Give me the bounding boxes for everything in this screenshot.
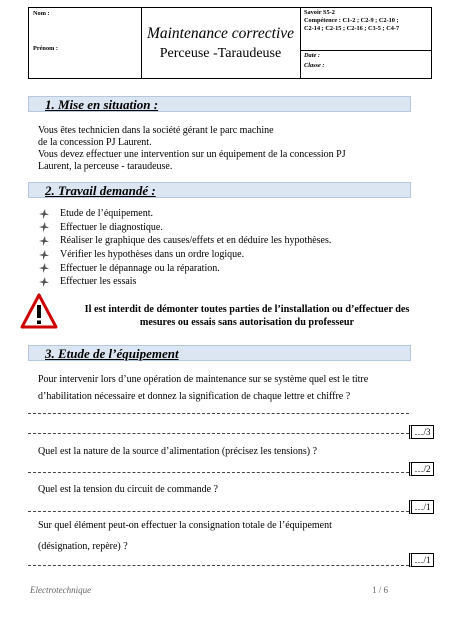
student-info-cell — [29, 8, 142, 78]
competence-line-2: C2-14 ; C2-15 ; C2-16 ; C3-5 ; C4-7 — [304, 25, 400, 32]
section-2-bar — [28, 182, 411, 198]
question-1-line-2: d’habilitation nécessaire et donnez la signification de chaque lettre et chiffre ? — [38, 391, 351, 402]
page-number: 1 / 6 — [372, 585, 389, 595]
section-1-line: Vous devez effectuer une intervention sur un équipement de la concession PJ — [38, 149, 346, 160]
bullet-star-icon — [38, 236, 50, 246]
list-item: Etude de l’équipement. — [38, 207, 331, 221]
score-box-q3: …/1 — [409, 500, 434, 514]
list-item: Effectuer le diagnostique. — [38, 221, 331, 235]
answer-line[interactable] — [28, 472, 409, 473]
warning-triangle-icon — [20, 293, 58, 329]
bullet-star-icon — [38, 209, 50, 219]
savoir-label: Savoir S5-2 — [304, 9, 335, 16]
doc-title: Maintenance corrective — [146, 25, 295, 42]
task-list — [38, 207, 331, 289]
prenom-label: Prénom : — [33, 45, 59, 52]
section-2-heading: 2. Travail demandé : — [45, 183, 156, 198]
list-item: Effectuer les essais — [38, 275, 331, 289]
section-1-bar — [28, 96, 411, 112]
competence-cell — [300, 8, 432, 78]
answer-line[interactable] — [28, 413, 409, 414]
section-1-line: de la concession PJ Laurent. — [38, 137, 152, 148]
question-1-line-1: Pour intervenir lors d’une opération de maintenance sur se système quel est le titre — [38, 374, 369, 385]
question-3: Quel est la tension du circuit de commande ? — [38, 484, 218, 495]
section-1-heading: 1. Mise en situation : — [45, 97, 159, 112]
list-item: Vérifier les hypothèses dans un ordre logique. — [38, 248, 331, 262]
bullet-star-icon — [38, 263, 50, 273]
question-2: Quel est la nature de la source d’alimentation (précisez les tensions) ? — [38, 446, 318, 457]
question-4-line-2: (désignation, repère) ? — [38, 541, 128, 552]
section-3-heading: 3. Etude de l’équipement — [45, 346, 179, 361]
question-4-line-1: Sur quel élément peut-on effectuer la consignation totale de l’équipement — [38, 520, 332, 531]
score-box-q4: …/1 — [409, 553, 434, 567]
section-3-bar — [28, 345, 411, 361]
doc-subtitle: Perceuse -Taraudeuse — [159, 46, 282, 61]
nom-label: Nom : — [33, 10, 50, 17]
score-box-q2: …/2 — [409, 462, 434, 476]
answer-line[interactable] — [28, 511, 409, 512]
warning-line-2: mesures ou essais sans autorisation du professeur — [139, 317, 355, 328]
score-box-q1: …/3 — [409, 425, 434, 439]
list-item: Réaliser le graphique des causes/effets et en déduire les hypothèses. — [38, 234, 331, 248]
competence-line-1: Compétence : C1-2 ; C2-9 ; C2-10 ; — [304, 17, 399, 24]
bullet-star-icon — [38, 250, 50, 260]
date-label: Date : — [304, 52, 320, 59]
warning-line-1: Il est interdit de démonter toutes parties de l’installation ou d’effectuer des — [84, 304, 410, 315]
section-1-line: Vous êtes technicien dans la société gérant le parc machine — [38, 125, 274, 136]
list-item: Effectuer le dépannage ou la réparation. — [38, 261, 331, 275]
header-table — [28, 7, 432, 79]
classe-label: Classe : — [304, 62, 325, 69]
answer-line[interactable] — [28, 433, 409, 434]
answer-line[interactable] — [28, 565, 409, 566]
bullet-star-icon — [38, 277, 50, 287]
footer-subject: Electrotechnique — [30, 585, 92, 595]
section-1-line: Laurent, la perceuse - taraudeuse. — [38, 161, 173, 172]
bullet-star-icon — [38, 222, 50, 232]
